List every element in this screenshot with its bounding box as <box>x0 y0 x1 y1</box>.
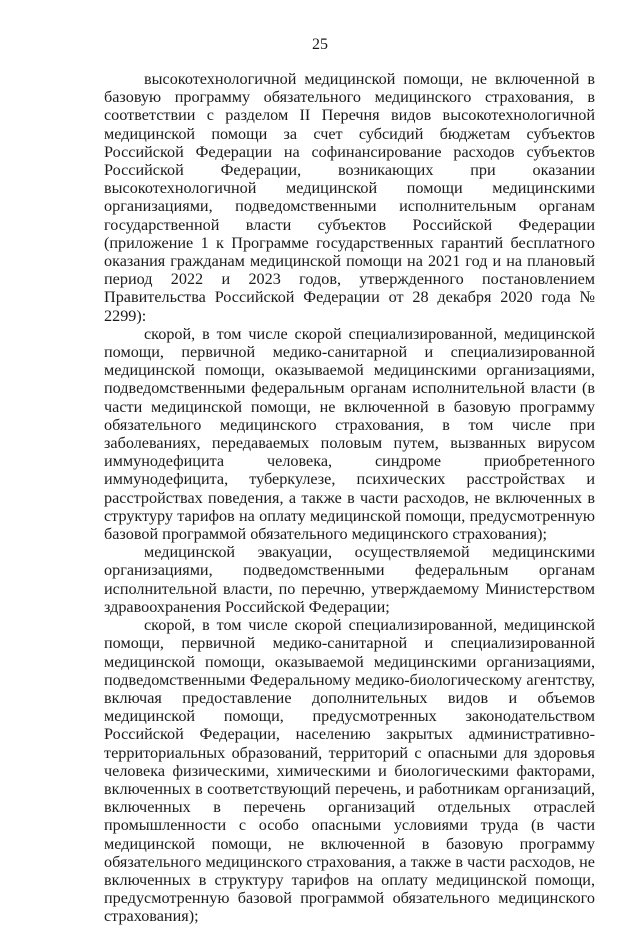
page-number: 25 <box>312 36 328 53</box>
paragraph-fmba-care: скорой, в том числе скорой специализированной, медицинской помощи, первичной медико-санитарной и специализированной медицинской помощи, оказываемой медицинскими организациями, подведомственными Федеральному медико-биологическому агентству, включая предоставление дополнительных видов и объемов медицинской помощи, предусмотренных законодательством Российской Федерации, населению закрытых административно-территориальных образований, территорий с опасными для здоровья человека физическими, химическими и биологическими факторами, включенных в соответствующий перечень, и работникам организаций, включенных в перечень организаций отдельных отраслей промышленности с особо опасными условиями труда (в части медицинской помощи, не включенной в базовую программу обязательного медицинского страхования, а также в части расходов, не включенных в структуру тарифов на оплату медицинской помощи, предусмотренную базовой программой обязательного медицинского страхования); <box>104 616 595 926</box>
paragraph-federal-organizations-care: скорой, в том числе скорой специализированной, медицинской помощи, первичной медико-санитарной и специализированной медицинской помощи, оказываемой медицинскими организациями, подведомственными федеральным органам исполнительной власти (в части медицинской помощи, не включенной в базовую программу обязательного медицинского страхования, в том числе при заболеваниях, передаваемых половым путем, вызванных вирусом иммунодефицита человека, синдроме приобретенного иммунодефицита, туберкулезе, психических расстройствах и расстройствах поведения, а также в части расходов, не включенных в структуру тарифов на оплату медицинской помощи, предусмотренную базовой программой обязательного медицинского страхования); <box>104 324 595 544</box>
paragraph-medical-evacuation: медицинской эвакуации, осуществляемой медицинскими организациями, подведомственными федеральным органам исполнительной власти, по перечню, утверждаемому Министерством здравоохранения Российской Федерации; <box>104 543 595 616</box>
document-body <box>104 70 595 926</box>
paragraph-high-tech-care: высокотехнологичной медицинской помощи, не включенной в базовую программу обязательного медицинского страхования, в соответствии с разделом II Перечня видов высокотехнологичной медицинской помощи за счет субсидий бюджетам субъектов Российской Федерации на софинансирование расходов субъектов Российской Федерации, возникающих при оказании высокотехнологичной медицинской помощи медицинскими организациями, подведомственными исполнительным органам государственной власти субъектов Российской Федерации (приложение 1 к Программе государственных гарантий бесплатного оказания гражданам медицинской помощи на 2021 год и на плановый период 2022 и 2023 годов, утвержденного постановлением Правительства Российской Федерации от 28 декабря 2020 года № 2299): <box>104 70 595 325</box>
